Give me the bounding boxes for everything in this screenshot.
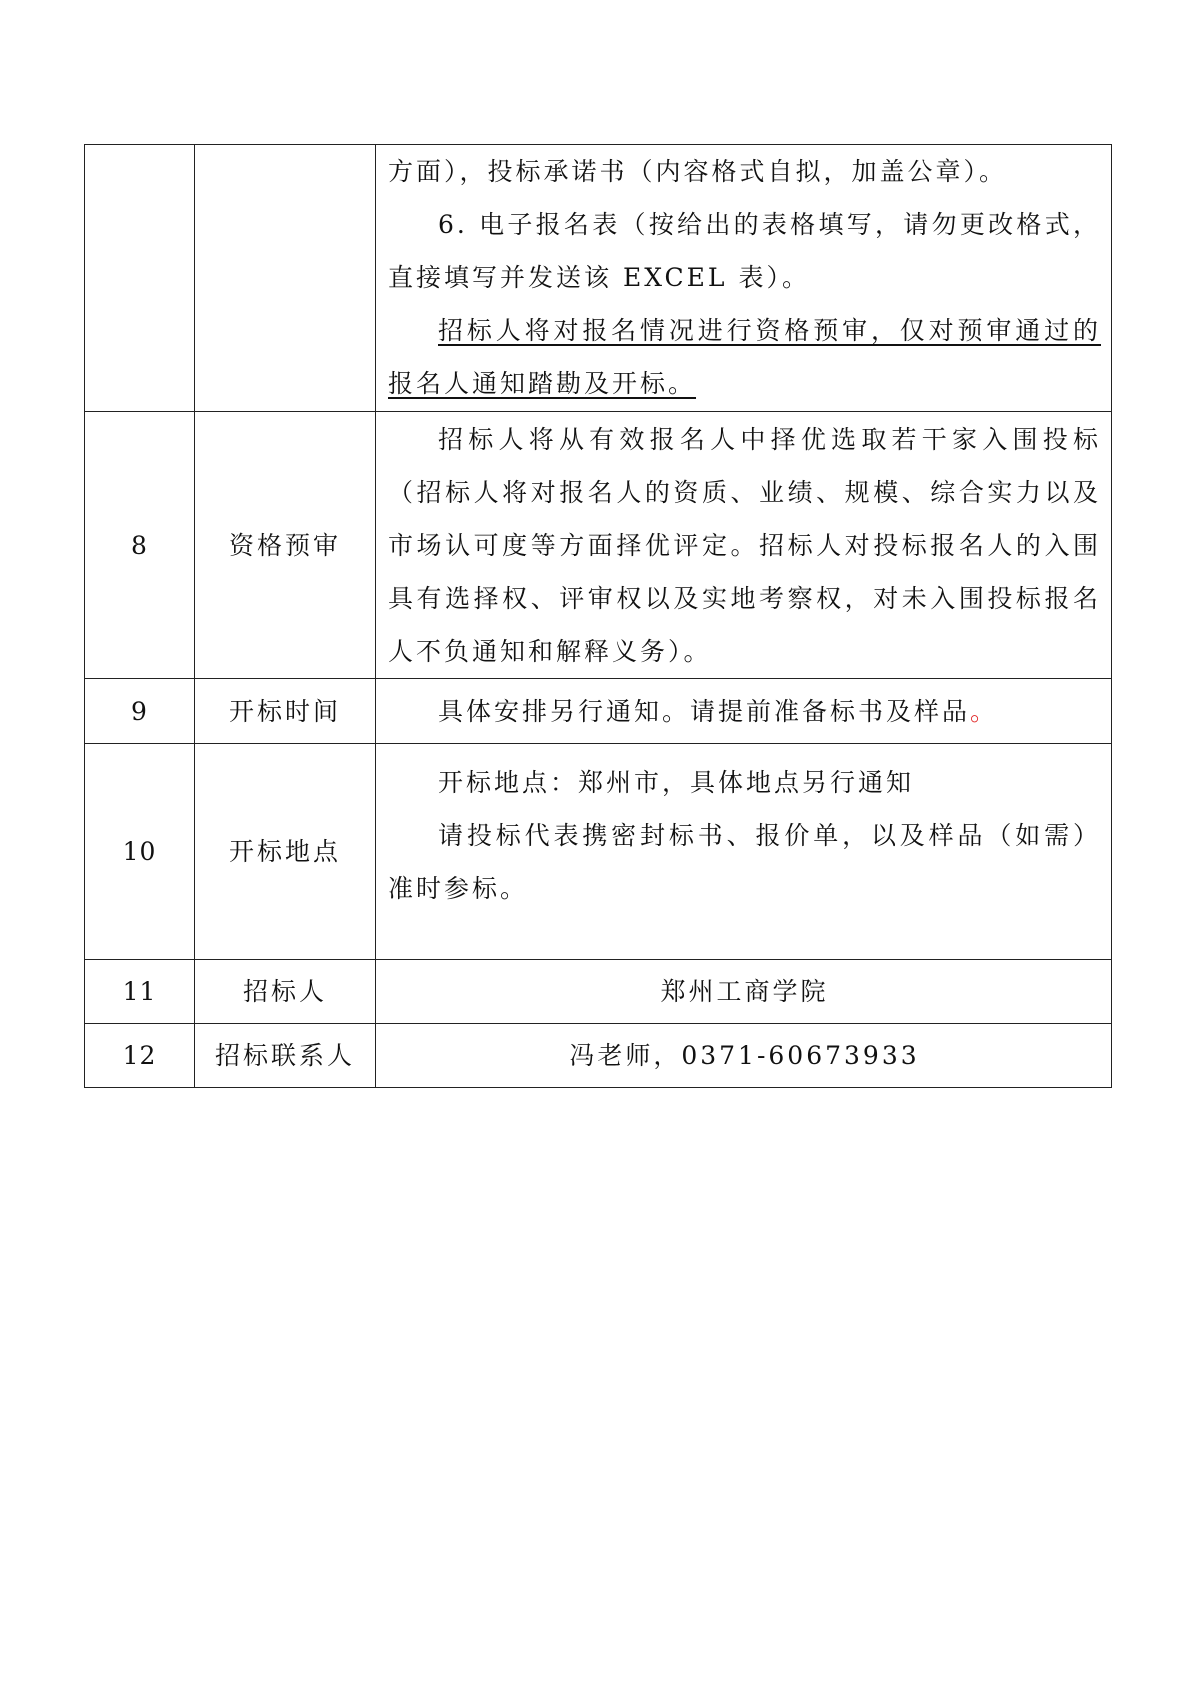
- row-number: 10: [85, 744, 195, 960]
- bid-opening-location-text: 开标地点：郑州市，具体地点另行通知: [438, 768, 915, 797]
- tender-contact: 冯老师，0371-60673933: [376, 1024, 1112, 1088]
- table-row: [85, 412, 1112, 679]
- row-number: 9: [85, 679, 195, 744]
- row-description: [376, 679, 1112, 744]
- row-number: 8: [85, 412, 195, 679]
- continued-line: 方面），投标承诺书（内容格式自拟，加盖公章）。: [388, 157, 1008, 186]
- row-number: 11: [85, 960, 195, 1024]
- row-item-label: 招标联系人: [195, 1024, 376, 1088]
- row-number: 12: [85, 1024, 195, 1088]
- table-row: [85, 679, 1112, 744]
- table-row: [85, 960, 1112, 1024]
- electronic-form-item: 6. 电子报名表（按给出的表格填写，请勿更改格式，直接填写并发送该 EXCEL 表）。: [388, 210, 1101, 292]
- row-item-label: 开标时间: [195, 679, 376, 744]
- red-period: 。: [970, 696, 999, 726]
- row-item-label: 资格预审: [195, 412, 376, 679]
- row-description: [376, 744, 1112, 960]
- row-description-cell: [376, 145, 1112, 412]
- row-description: [376, 412, 1112, 679]
- tenderer-name: 郑州工商学院: [376, 960, 1112, 1024]
- bid-opening-time-text: 具体安排另行通知。请提前准备标书及样品: [438, 696, 971, 726]
- row-item-cell: [195, 145, 376, 412]
- row-item-label: 招标人: [195, 960, 376, 1024]
- prequalification-text: 招标人将从有效报名人中择优选取若干家入围投标（招标人将对报名人的资质、业绩、规模、综合实力以及市场认可度等方面择优评定。招标人对投标报名人的入围具有选择权、评审权以及实地考察权，对未入围投标报名人不负通知和解释义务）。: [388, 424, 1101, 666]
- row-number-cell: [85, 145, 195, 412]
- prequalification-note: 招标人将对报名情况进行资格预审，仅对预审通过的报名人通知踏勘及开标。: [388, 316, 1101, 398]
- tender-info-table: [84, 144, 1112, 1088]
- table-row: [85, 1024, 1112, 1088]
- table-row: [85, 744, 1112, 960]
- bid-attendance-instructions: 请投标代表携密封标书、报价单，以及样品（如需）准时参标。: [388, 821, 1101, 903]
- row-item-label: 开标地点: [195, 744, 376, 960]
- table-row-continued: [85, 145, 1112, 412]
